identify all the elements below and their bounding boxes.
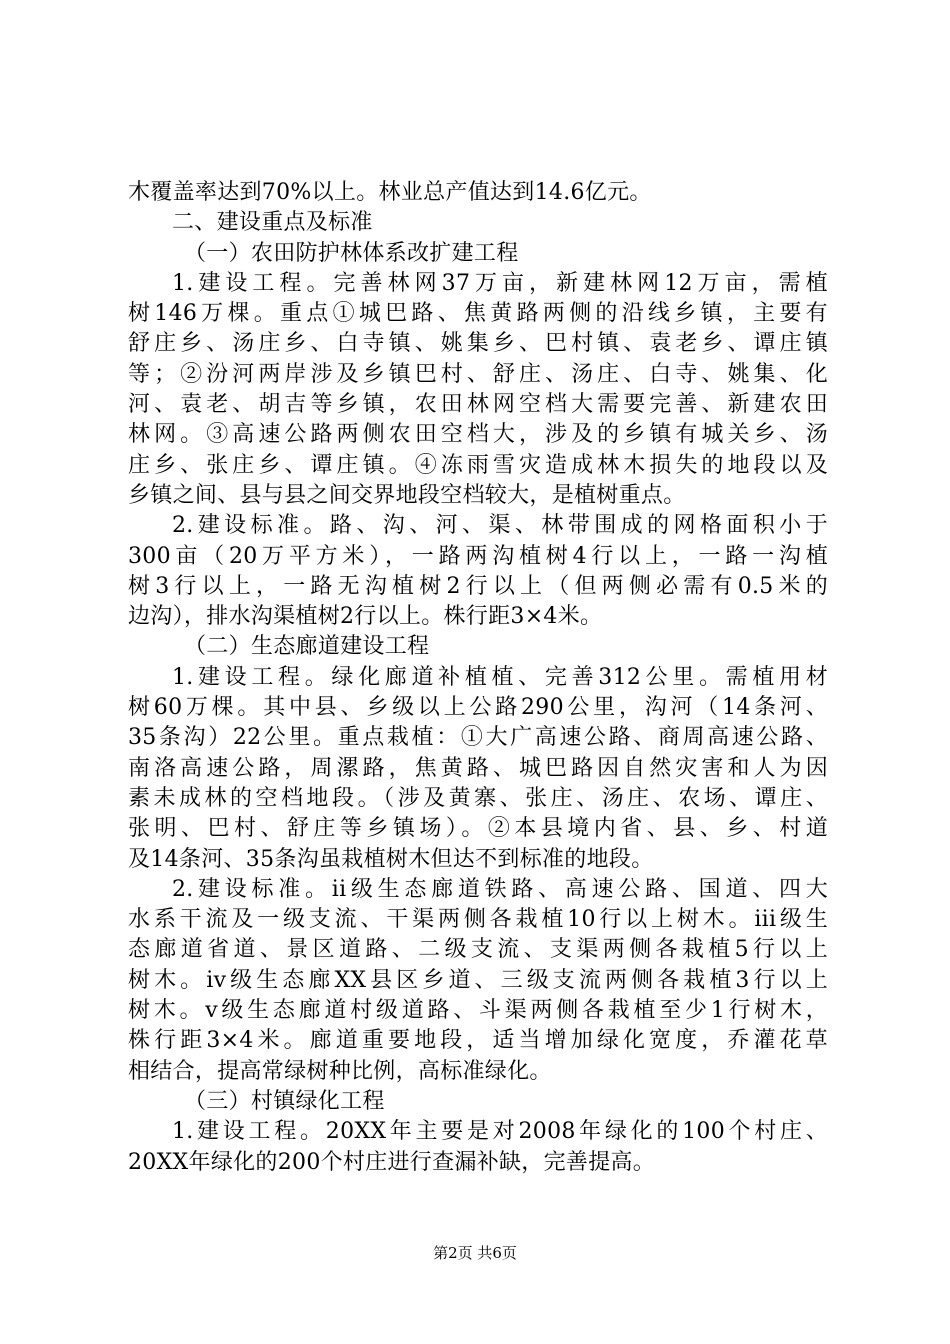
- text-line: 树60万棵。其中县、乡级以上公路290公里，沟河（14条河、: [128, 695, 828, 721]
- text-line: 1.建设工程。绿化廊道补植植、完善312公里。需植用材: [172, 664, 828, 690]
- text-line: 河、袁老、胡吉等乡镇，农田林网空档大需要完善、新建农田: [128, 392, 828, 418]
- text-line: （二）生态廊道建设工程: [184, 634, 430, 660]
- text-line: 林网。③高速公路两侧农田空档大，涉及的乡镇有城关乡、汤: [128, 422, 828, 448]
- document-body: [128, 178, 828, 1178]
- text-line: 相结合，提高常绿树种比例，高标准绿化。: [128, 1058, 552, 1084]
- text-line: 300亩（20万平方米），一路两沟植树4行以上，一路一沟植: [128, 543, 828, 569]
- text-line: 等；②汾河两岸涉及乡镇巴村、舒庄、汤庄、白寺、姚集、化: [128, 361, 828, 387]
- text-line: 2.建设标准。ii级生态廊道铁路、高速公路、国道、四大: [172, 876, 828, 902]
- text-line: 南洛高速公路，周漯路，焦黄路、城巴路因自然灾害和人为因: [128, 755, 828, 781]
- page-footer: 第2页 共6页: [433, 1244, 517, 1262]
- text-line: 1.建设工程。完善林网37万亩，新建林网12万亩，需植: [172, 270, 828, 296]
- text-line: （三）村镇绿化工程: [184, 1088, 385, 1114]
- text-line: 树3行以上，一路无沟植树2行以上（但两侧必需有0.5米的: [128, 573, 828, 599]
- text-line: 1.建设工程。20XX年主要是对2008年绿化的100个村庄、: [172, 1119, 828, 1145]
- text-line: 二、建设重点及标准: [172, 210, 373, 236]
- text-line: 乡镇之间、县与县之间交界地段空档较大，是植树重点。: [128, 482, 686, 508]
- text-line: 树146万棵。重点①城巴路、焦黄路两侧的沿线乡镇，主要有: [128, 301, 828, 327]
- text-line: 张明、巴村、舒庄等乡镇场）。②本县境内省、县、乡、村道: [128, 816, 828, 842]
- text-line: 株行距3×4米。廊道重要地段，适当增加绿化宽度，乔灌花草: [128, 1028, 828, 1054]
- text-line: 水系干流及一级支流、干渠两侧各栽植10行以上树木。iii级生: [128, 907, 828, 933]
- text-line: 木覆盖率达到70%以上。林业总产值达到14.6亿元。: [128, 180, 652, 205]
- text-line: 及14条河、35条沟虽栽植树木但达不到标准的地段。: [128, 846, 654, 872]
- text-line: 2.建设标准。路、沟、河、渠、林带围成的网格面积小于: [172, 513, 828, 539]
- text-line: （一）农田防护林体系改扩建工程: [184, 240, 519, 266]
- text-line: 树木。v级生态廊道村级道路、斗渠两侧各栽植至少1行树木，: [128, 998, 828, 1024]
- text-line: 素未成林的空档地段。（涉及黄寨、张庄、汤庄、农场、谭庄、: [128, 785, 828, 811]
- text-line: 舒庄乡、汤庄乡、白寺镇、姚集乡、巴村镇、袁老乡、谭庄镇: [128, 331, 828, 357]
- text-line: 20XX年绿化的200个村庄进行查漏补缺，完善提高。: [128, 1149, 656, 1175]
- text-line: 树木。iv级生态廊XX县区乡道、三级支流两侧各栽植3行以上: [128, 967, 828, 993]
- text-line: 边沟），排水沟渠植树2行以上。株行距3×4米。: [128, 604, 603, 630]
- text-line: 35条沟）22公里。重点栽植：①大广高速公路、商周高速公路、: [128, 725, 828, 751]
- text-line: 庄乡、张庄乡、谭庄镇。④冻雨雪灾造成林木损失的地段以及: [128, 452, 828, 478]
- text-line: 态廊道省道、景区道路、二级支流、支渠两侧各栽植5行以上: [128, 937, 828, 963]
